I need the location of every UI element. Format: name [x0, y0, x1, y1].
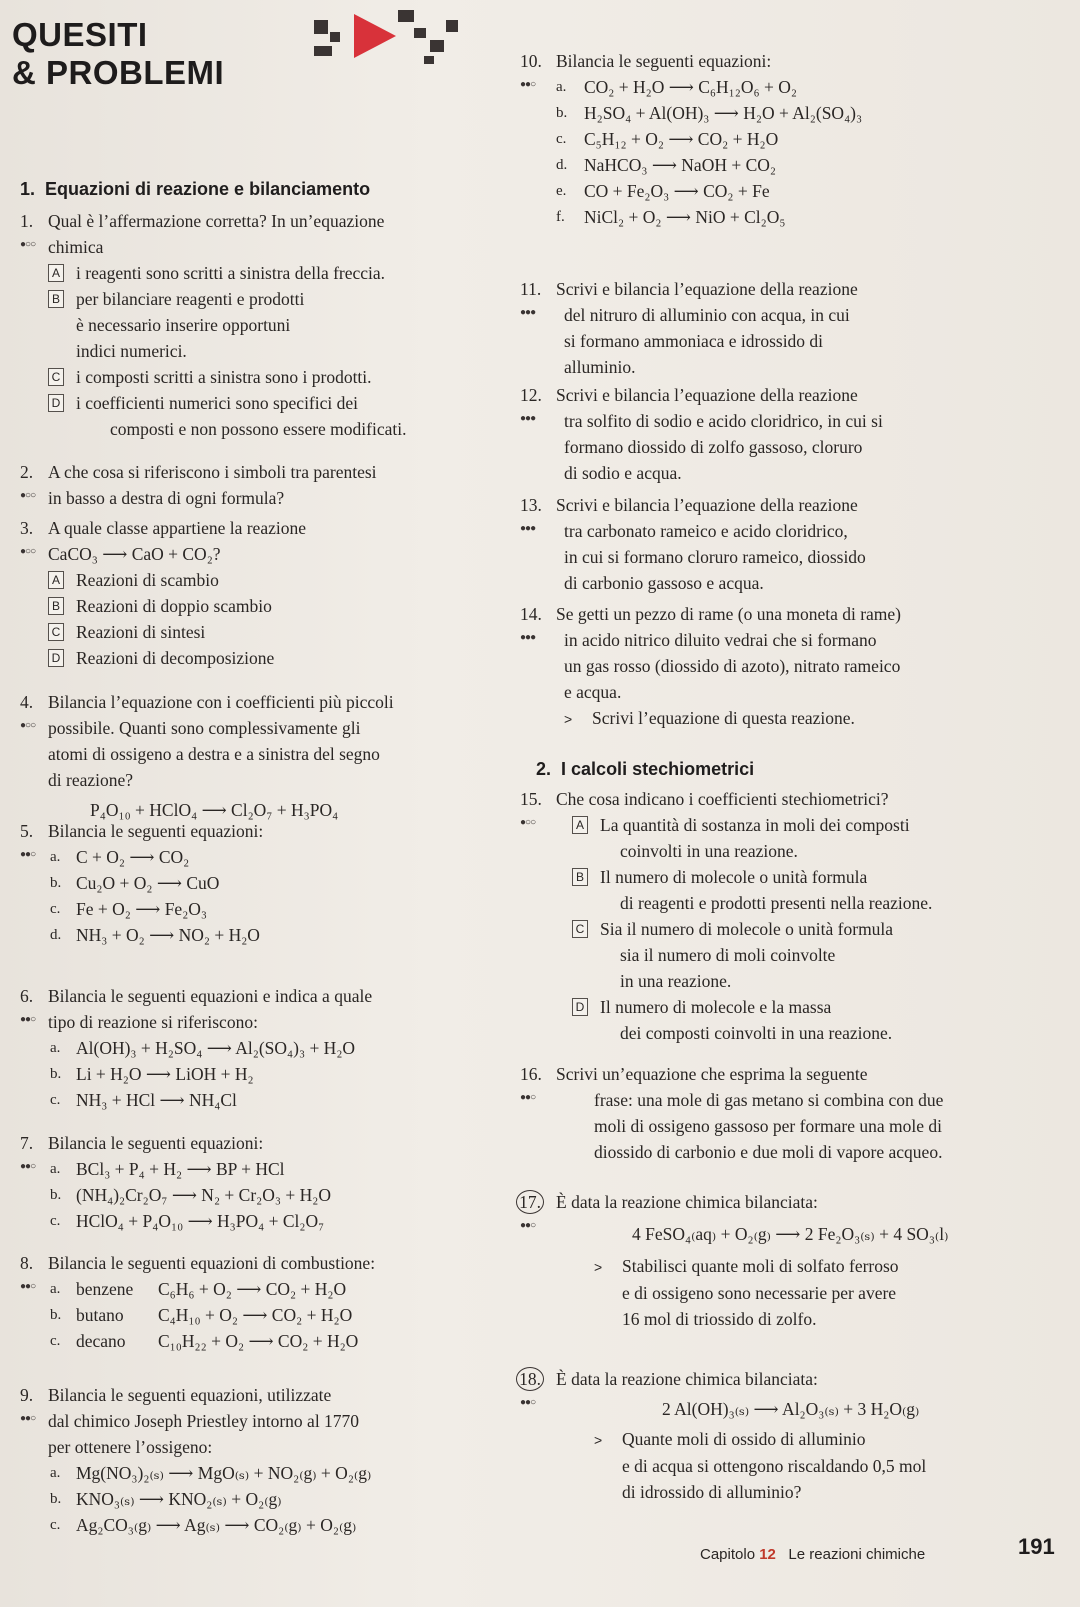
chevron-right-icon: >	[564, 711, 573, 727]
question-13: ●●● 13. Scrivi e bilancia l’equazione della reazione tra carbonato rameico e acido cloridrico, in cui si formano cloruro rameico, diossido di carbonio gassoso e acqua.	[520, 495, 866, 593]
question-6: ●●○ 6. Bilancia le seguenti equazioni e indica a quale tipo di reazione si riferiscono: a. Al(OH)₃ + H₂SO₄ ⟶ Al₂(SO₄)₃ + H₂O b. Li + H₂O ⟶ LiOH + H₂ c. NH₃ + HCl ⟶ NH₄Cl	[20, 986, 373, 1110]
question-17: ●●○ 17. È data la reazione chimica bilanciata: 4 FeSO₄₍aq₎ + O₂₍g₎ ⟶ 2 Fe₂O₃₍ₛ₎ + 4 SO₃₍l₎ > Stabilisci quante moli di solfato ferroso e di ossigeno sono necessarie per avere 16 mol di triossido di zolfo.	[520, 1189, 948, 1332]
decorative-arrow-graphic	[314, 6, 484, 70]
question-4: ●○○ 4. Bilancia l’equazione con i coefficienti più piccoli possibile. Quanti sono complessivamente gli atomi di ossigeno a destra e a sinistra del segno di reazione? P₄O₁₀ + HClO₄ ⟶ Cl₂O₇ + H₃PO₄	[20, 692, 394, 820]
section-heading-2: 2. I calcoli stechiometrici	[536, 759, 755, 779]
question-18: ●●○ 18. È data la reazione chimica bilanciata: 2 Al(OH)₃₍ₛ₎ ⟶ Al₂O₃₍ₛ₎ + 3 H₂O₍g₎ > Quante moli di ossido di alluminio e di acqua si ottengono riscaldando 0,5 mol di idrossido di alluminio?	[520, 1366, 926, 1505]
question-8: ●●○ 8. Bilancia le seguenti equazioni di combustione: a. benzene C₆H₆ + O₂ ⟶ CO₂ + H₂O b. butano C₄H₁₀ + O₂ ⟶ CO₂ + H₂O c. decano C₁₀H₂₂ + O₂ ⟶ CO₂ + H₂O	[20, 1253, 376, 1351]
q1-option-d: D i coefficienti numerici sono specifici dei	[20, 390, 406, 416]
q1-option-c: C i composti scritti a sinistra sono i prodotti.	[20, 364, 406, 390]
q1-option-b: B per bilanciare reagenti e prodotti	[20, 286, 406, 312]
chevron-right-icon: >	[594, 1259, 603, 1275]
chapter-footer: Capitolo 12 Le reazioni chimiche	[700, 1546, 926, 1563]
page-number: 191	[1018, 1534, 1055, 1559]
question-3: ●○○ 3. A quale classe appartiene la reazione CaCO₃ ⟶ CaO + CO₂? A Reazioni di scambio B Reazioni di doppio scambio C Reazioni di sintesi D Reazioni di decomposizione	[20, 518, 306, 668]
question-5: ●●○ 5. Bilancia le seguenti equazioni: a. C + O₂ ⟶ CO₂ b. Cu₂O + O₂ ⟶ CuO c. Fe + O₂ ⟶ Fe₂O₃ d. NH₃ + O₂ ⟶ NO₂ + H₂O	[20, 821, 264, 945]
question-7: ●●○ 7. Bilancia le seguenti equazioni: a. BCl₃ + P₄ + H₂ ⟶ BP + HCl b. (NH₄)₂Cr₂O₇ ⟶ N₂ + Cr₂O₃ + H₂O c. HClO₄ + P₄O₁₀ ⟶ H₃PO₄ + Cl₂O₇	[20, 1133, 332, 1231]
question-15: ●○○ 15. Che cosa indicano i coefficienti stechiometrici? A La quantità di sostanza in moli dei composti coinvolti in una reazione. B Il numero di molecole o unità formula di reagenti e prodotti presenti nella reazione. C Sia il numero di molecole o unità formula sia il numero di moli coinvolte in una reazione. D Il numero di molecole e la massa dei composti coinvolti in una reazione.	[520, 789, 933, 1043]
section-heading-1: 1. Equazioni di reazione e bilanciamento	[20, 179, 371, 199]
question-2: ●○○ 2. A che cosa si riferiscono i simboli tra parentesi in basso a destra di ogni formula?	[20, 462, 377, 508]
chevron-right-icon: >	[594, 1432, 603, 1448]
question-11: ●●● 11. Scrivi e bilancia l’equazione della reazione del nitruro di alluminio con acqua, in cui si formano ammoniaca e idrossido di alluminio.	[520, 279, 858, 377]
q1-option-a: A i reagenti sono scritti a sinistra della freccia.	[20, 260, 406, 286]
question-9: ●●○ 9. Bilancia le seguenti equazioni, utilizzate dal chimico Joseph Priestley intorno al 1770 per ottenere l’ossigeno: a. Mg(NO₃)₂₍ₛ₎ ⟶ MgO₍ₛ₎ + NO₂₍g₎ + O₂₍g₎ b. KNO₃₍ₛ₎ ⟶ KNO₂₍ₛ₎ + O₂₍g₎ c. Ag₂CO₃₍g₎ ⟶ Ag₍ₛ₎ ⟶ CO₂₍g₎ + O₂₍g₎	[20, 1385, 372, 1535]
question-10: ●●○ 10. Bilancia le seguenti equazioni: a. CO₂ + H₂O ⟶ C₆H₁₂O₆ + O₂ b. H₂SO₄ + Al(OH)₃ ⟶ H₂O + Al₂(SO₄)₃ c. C₅H₁₂ + O₂ ⟶ CO₂ + H₂O d. NaHCO₃ ⟶ NaOH + CO₂ e. CO + Fe₂O₃ ⟶ CO₂ + Fe f. NiCl₂ + O₂ ⟶ NiO + Cl₂O₅	[520, 51, 863, 227]
question-12: ●●● 12. Scrivi e bilancia l’equazione della reazione tra solfito di sodio e acido cloridrico, in cui si formano diossido di zolfo gassoso, cloruro di sodio e acqua.	[520, 385, 883, 483]
question-14: ●●● 14. Se getti un pezzo di rame (o una moneta di rame) in acido nitrico diluito vedrai che si formano un gas rosso (diossido di azoto), nitrato rameico e acqua. > Scrivi l’equazione di questa reazione.	[520, 601, 901, 732]
question-1: ●○○ 1. Qual è l’affermazione corretta? In un’equazione chimica A i reagenti sono scritti a sinistra della freccia. B per bilanciare reagenti e prodotti è necessario inserire opportuni indici numerici. C i composti scritti a sinistra sono i prodotti. D i coefficienti numerici sono specifici dei composti e non possono essere modificati.	[20, 211, 407, 439]
question-16: ●●○ 16. Scrivi un’equazione che esprima la seguente frase: una mole di gas metano si combina con due moli di ossigeno gassoso per formare una mole di diossido di carbonio e due moli di vapore acqueo.	[520, 1064, 944, 1162]
page-title: QUESITI & PROBLEMI	[12, 16, 225, 91]
